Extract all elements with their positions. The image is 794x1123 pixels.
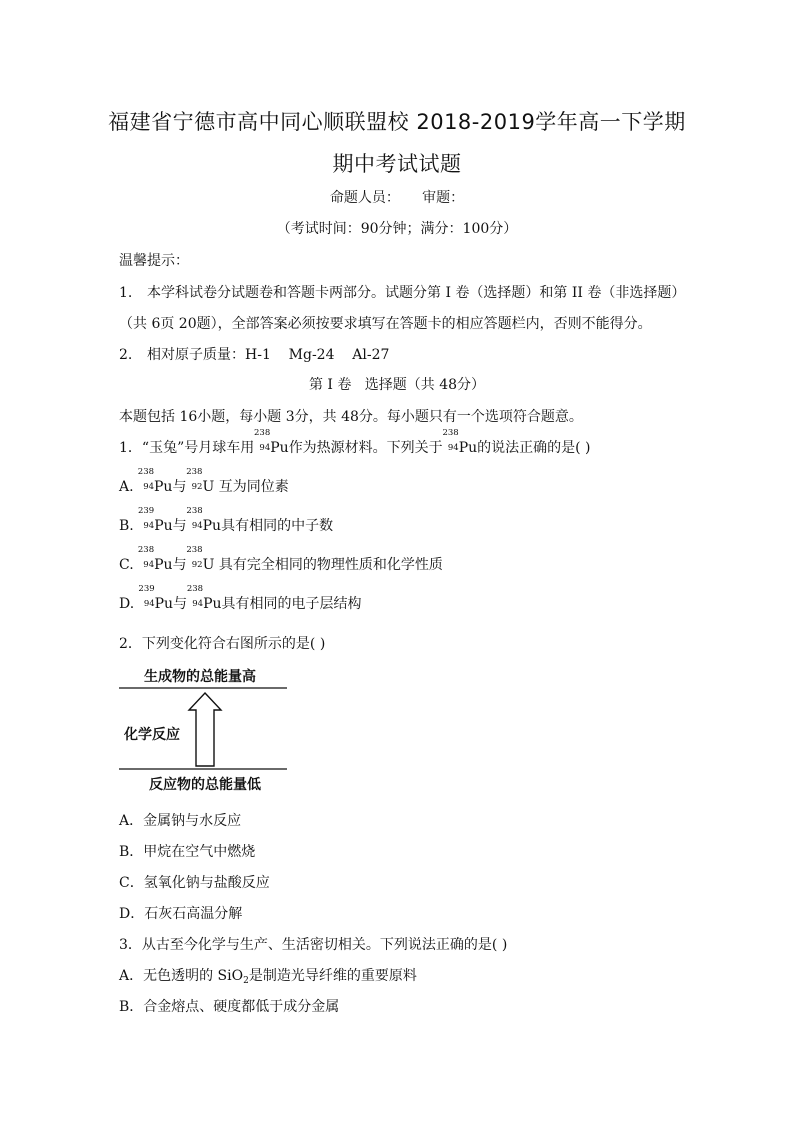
- option-label: A.: [119, 479, 134, 495]
- q3-option-b: B．合金熔点、硬度都低于成分金属: [119, 999, 340, 1015]
- q1-option-d: [119, 584, 362, 613]
- q1-number: 1．: [119, 440, 142, 456]
- q3-option-a-text-cont: 是制造光导纤维的重要原料: [248, 968, 417, 984]
- isotope-pu-238: 238 94: [442, 428, 459, 453]
- q3-option-a: [119, 965, 417, 986]
- isotope-pu-238: 238 94: [137, 467, 155, 492]
- u-symbol: U: [202, 479, 215, 495]
- diagram-bottom-label: 反应物的总能量低: [149, 777, 261, 793]
- isotope-pu-238: 238 94: [186, 584, 204, 609]
- exam-title-line1: 福建省宁德市高中同心顺联盟校 2018-2019学年高一下学期: [108, 110, 686, 134]
- pu-symbol: Pu: [270, 440, 289, 456]
- question-1-stem: [119, 428, 591, 457]
- question-2-stem: 2．下列变化符合右图所示的是( ): [119, 636, 326, 652]
- pu-symbol: Pu: [202, 518, 222, 534]
- isotope-u-238: 238 92: [186, 467, 203, 492]
- tip-item-2: [119, 344, 389, 364]
- tip-item-1: [119, 282, 685, 302]
- q3-option-a-text: A．无色透明的 SiO: [119, 968, 244, 984]
- u-symbol: U: [202, 557, 215, 573]
- conjunction: 与: [173, 596, 188, 612]
- q1-stem-part-b: 作为热源材料。下列关于: [288, 440, 443, 456]
- option-label: B.: [119, 518, 134, 534]
- pu-symbol: Pu: [154, 479, 173, 495]
- exam-info: （考试时间：90分钟；满分：100分）: [276, 221, 518, 237]
- conjunction: 与: [172, 518, 187, 534]
- q1-stem-part-a: “玉兔”号月球车用: [141, 440, 255, 456]
- pu-symbol: Pu: [203, 596, 222, 612]
- isotope-pu-238: 238 94: [137, 545, 155, 570]
- pu-symbol: Pu: [458, 440, 478, 456]
- authors-line: 命题人员： 审题：: [329, 190, 465, 206]
- pu-symbol: Pu: [154, 596, 174, 612]
- isotope-u-238: 238 92: [186, 545, 203, 570]
- conjunction: 与: [172, 557, 187, 573]
- diagram-middle-label: 化学反应: [124, 727, 180, 743]
- question-3-stem: 3．从古至今化学与生产、生活密切相关。下列说法正确的是( ): [119, 937, 508, 953]
- isotope-pu-238: 238 94: [186, 506, 203, 531]
- section-instruction: 本题包括 16小题，每小题 3分，共 48分。每小题只有一个选项符合题意。: [119, 409, 583, 425]
- exam-title-line2: 期中考试试题: [332, 152, 462, 176]
- diagram-top-label: 生成物的总能量高: [144, 669, 256, 685]
- tip-item-1-continuation: （共 6页 20题），全部答案必须按要求填写在答题卡的相应答题栏内，否则不能得分。: [119, 316, 652, 332]
- q2-option-d: D．石灰石高温分解: [119, 906, 243, 922]
- q1-option-b: [119, 506, 334, 535]
- q2-option-b: B．甲烷在空气中燃烧: [119, 844, 256, 860]
- up-arrow-icon: [189, 693, 221, 766]
- subscript: 2: [243, 976, 249, 986]
- q1-stem-part-c: 的说法正确的是( ): [477, 440, 591, 456]
- isotope-pu-239: 239 94: [138, 584, 155, 609]
- option-label: D.: [119, 596, 135, 612]
- conjunction: 与: [172, 479, 187, 495]
- option-label: C.: [119, 557, 134, 573]
- isotope-pu-238: 238 94: [254, 428, 271, 453]
- energy-diagram: [119, 664, 289, 794]
- tips-heading: 温馨提示：: [119, 253, 189, 269]
- tip-item-1-text: 本学科试卷分试题卷和答题卡两部分。试题分第 I 卷（选择题）和第 II 卷（非选择题）: [147, 285, 686, 301]
- isotope-pu-239: 239 94: [137, 506, 155, 531]
- tip-item-2-number: 2.: [119, 347, 133, 363]
- option-text: 互为同位素: [218, 479, 289, 495]
- pu-symbol: Pu: [154, 518, 173, 534]
- option-text: 具有完全相同的物理性质和化学性质: [218, 557, 443, 573]
- tip-item-1-number: 1.: [119, 285, 133, 301]
- option-text: 具有相同的中子数: [221, 518, 334, 534]
- tip-item-2-text: 相对原子质量：H-1 Mg-24 Al-27: [147, 347, 390, 363]
- q2-option-c: C．氢氧化钠与盐酸反应: [119, 875, 270, 891]
- q1-option-c: [119, 545, 443, 574]
- section-title: 第 I 卷 选择题（共 48分）: [308, 377, 486, 393]
- pu-symbol: Pu: [154, 557, 173, 573]
- option-text: 具有相同的电子层结构: [221, 596, 362, 612]
- q1-option-a: [119, 467, 289, 496]
- q2-option-a: A．金属钠与水反应: [119, 813, 242, 829]
